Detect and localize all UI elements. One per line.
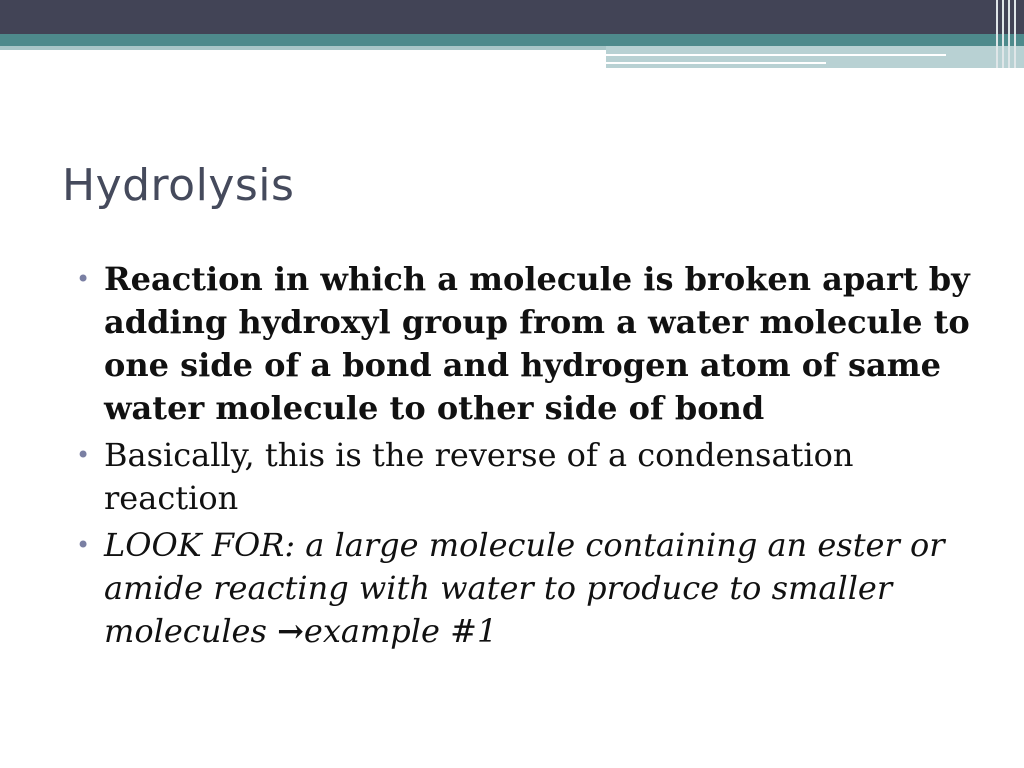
bullet-item-reverse (76, 434, 976, 520)
header-stripe (1002, 0, 1004, 68)
header-bar-teal-strip (606, 46, 1024, 68)
bullet-item-definition (76, 258, 976, 430)
header-bar-teal-light (0, 46, 606, 50)
bullet-dot-icon: • (76, 265, 91, 293)
header-bar-dark (0, 0, 1024, 34)
bullet-text-example: example #1 (303, 612, 498, 650)
header-divider-line (606, 54, 946, 56)
header-stripe (996, 0, 998, 68)
bullet-dot-icon: • (76, 531, 91, 559)
header-divider-line-2 (606, 62, 826, 64)
right-arrow-icon: → (277, 612, 304, 650)
header-bar-teal (0, 34, 1024, 46)
bullet-text: Reaction in which a molecule is broken apart by adding hydroxyl group from a water molecule to one side of a bond and hydrogen atom of same water molecule to other side of bond (104, 260, 970, 427)
header-stripe (1008, 0, 1010, 68)
bullet-dot-icon: • (76, 441, 91, 469)
bullet-text: Basically, this is the reverse of a condensation reaction (104, 436, 854, 517)
slide-title: Hydrolysis (62, 160, 295, 211)
bullet-text: LOOK FOR: a large molecule containing an ester or amide reacting with water to produce to smaller molecules (104, 526, 945, 650)
bullet-item-look-for (76, 524, 976, 653)
bullet-list (76, 258, 976, 657)
header-stripe (1014, 0, 1016, 68)
